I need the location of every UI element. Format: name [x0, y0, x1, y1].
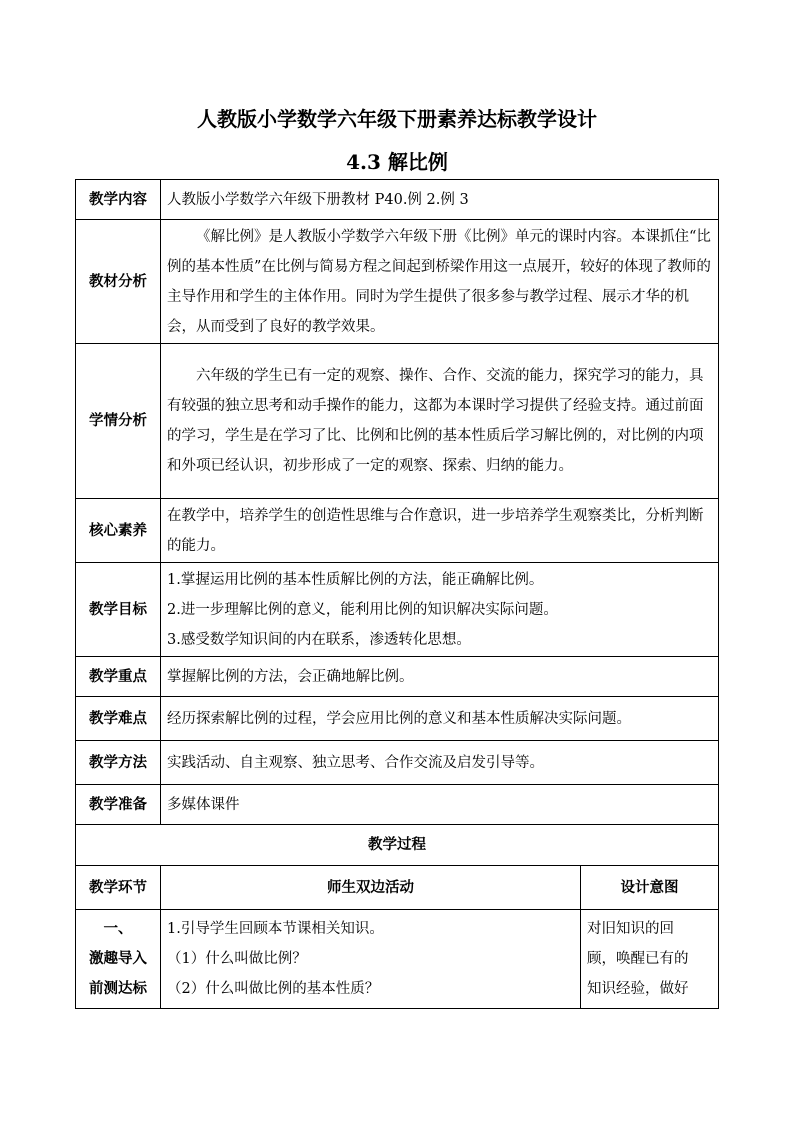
- label-difficulty: 教学难点: [76, 697, 161, 741]
- document-subtitle: 4.3 解比例: [346, 150, 448, 174]
- label-key-point: 教学重点: [76, 657, 161, 697]
- stage-1-intent: 对旧知识的回 顾，唤醒已有的 知识经验，做好: [581, 910, 719, 1009]
- label-teaching-goals: 教学目标: [76, 563, 161, 657]
- value-student-analysis: 六年级的学生已有一定的观察、操作、合作、交流的能力，探究学习的能力，具有较强的独立思考和动手操作的能力，这都为本课时学习提供了经验支持。通过前面的学习，学生是在学习了比、比例和比例的基本性质后学习解比例的，对比例的内项和外项已经认识，初步形成了一定的观察、探索、归纳的能力。: [161, 344, 719, 499]
- process-heading: 教学过程: [76, 825, 719, 866]
- row-student-analysis: [76, 344, 719, 499]
- stage-1-label: 一、 激趣导入 前测达标: [76, 910, 161, 1009]
- value-key-point: 掌握解比例的方法，会正确地解比例。: [161, 657, 719, 697]
- goal-item: 3.感受数学知识间的内在联系，渗透转化思想。: [167, 631, 471, 648]
- col-header-stage: 教学环节: [76, 866, 161, 910]
- row-teaching-goals: [76, 563, 719, 657]
- row-material-analysis: [76, 220, 719, 344]
- lesson-plan-table: [75, 179, 719, 1009]
- value-difficulty: 经历探索解比例的过程，学会应用比例的意义和基本性质解决实际问题。: [161, 697, 719, 741]
- row-stage-1: [76, 910, 719, 1009]
- row-core-literacy: [76, 499, 719, 563]
- row-key-point: [76, 657, 719, 697]
- col-header-intent: 设计意图: [581, 866, 719, 910]
- goal-item: 2.进一步理解比例的意义，能利用比例的知识解决实际问题。: [167, 601, 558, 618]
- label-core-literacy: 核心素养: [76, 499, 161, 563]
- col-header-activity: 师生双边活动: [161, 866, 581, 910]
- label-preparation: 教学准备: [76, 785, 161, 825]
- value-core-literacy: 在教学中，培养学生的创造性思维与合作意识，进一步培养学生观察类比，分析判断的能力。: [161, 499, 719, 563]
- goal-item: 1.掌握运用比例的基本性质解比例的方法，能正确解比例。: [167, 571, 544, 588]
- label-student-analysis: 学情分析: [76, 344, 161, 499]
- row-difficulty: [76, 697, 719, 741]
- value-material-analysis: 《解比例》是人教版小学数学六年级下册《比例》单元的课时内容。本课抓住“比例的基本性质”在比例与简易方程之间起到桥梁作用这一点展开，较好的体现了教师的主导作用和学生的主体作用。同时为学生提供了很多参与教学过程、展示才华的机会，从而受到了良好的教学效果。: [161, 220, 719, 344]
- stage-1-activity: 1.引导学生回顾本节课相关知识。 （1）什么叫做比例？ （2）什么叫做比例的基本性质？: [161, 910, 581, 1009]
- value-preparation: 多媒体课件: [161, 785, 719, 825]
- label-material-analysis: 教材分析: [76, 220, 161, 344]
- row-method: [76, 741, 719, 785]
- value-method: 实践活动、自主观察、独立思考、合作交流及启发引导等。: [161, 741, 719, 785]
- row-preparation: [76, 785, 719, 825]
- row-process-columns: [76, 866, 719, 910]
- document-title: 人教版小学数学六年级下册素养达标教学设计: [197, 107, 597, 131]
- value-teaching-goals: [161, 563, 719, 657]
- row-teaching-content: [76, 180, 719, 220]
- value-teaching-content: 人教版小学数学六年级下册教材 P40.例 2.例 3: [161, 180, 719, 220]
- row-process-heading: [76, 825, 719, 866]
- label-teaching-content: 教学内容: [76, 180, 161, 220]
- label-method: 教学方法: [76, 741, 161, 785]
